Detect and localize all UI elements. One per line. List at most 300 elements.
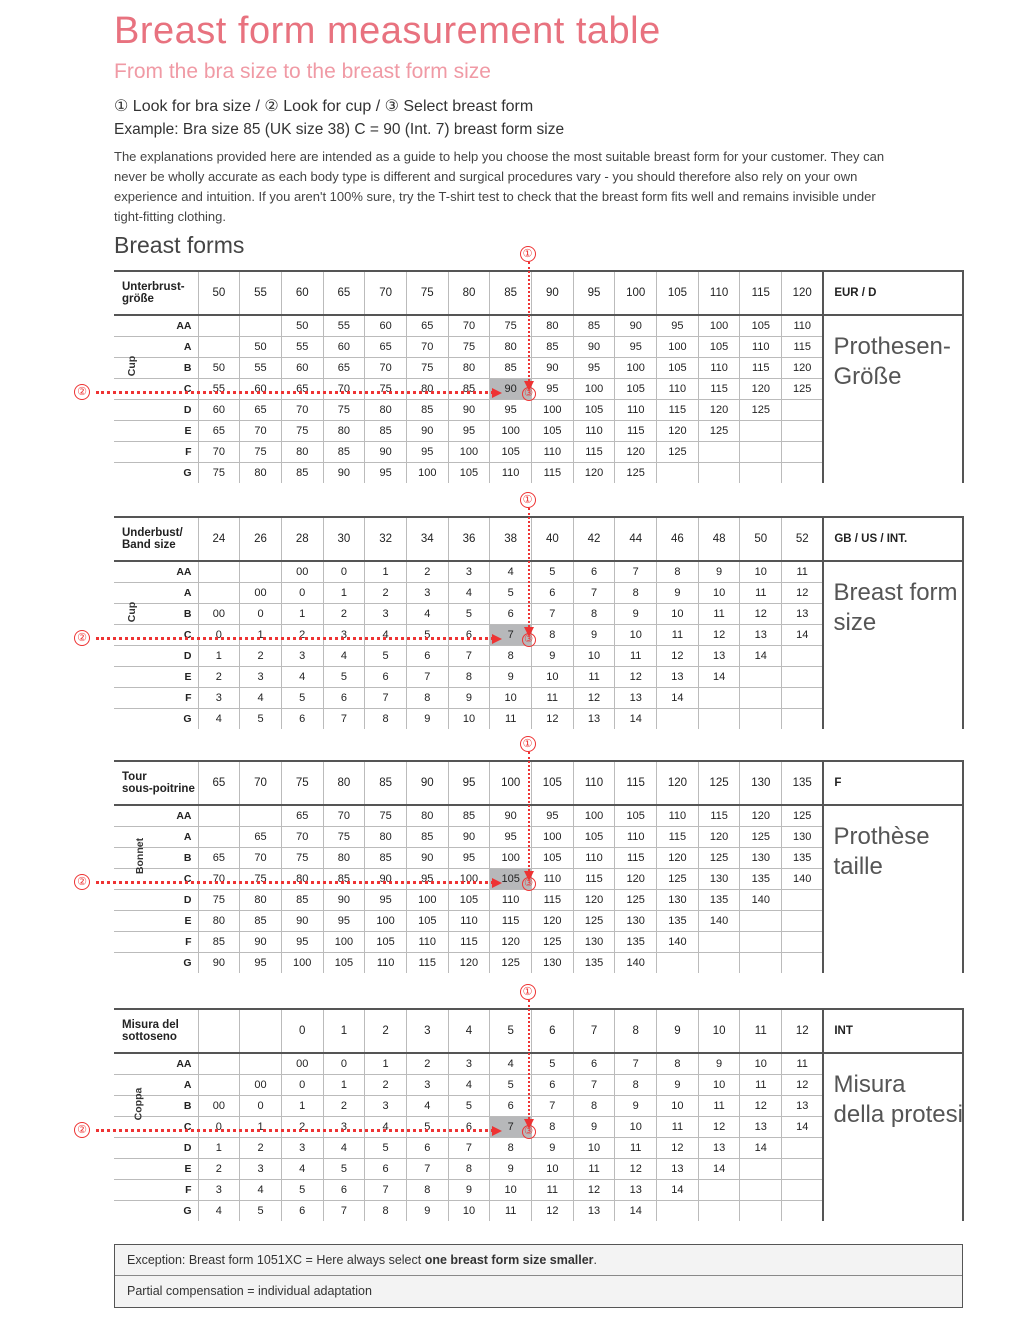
page-title: Breast form measurement table: [114, 10, 661, 52]
size-cell: 115: [657, 826, 699, 847]
size-cell: 7: [573, 1074, 615, 1095]
size-cell: 2: [281, 1116, 323, 1137]
size-cell: 3: [240, 1158, 282, 1179]
size-cell: 11: [615, 645, 657, 666]
size-cell: 80: [198, 910, 240, 931]
size-cell: 2: [323, 603, 365, 624]
size-cell: [782, 687, 824, 708]
size-cell: 90: [448, 399, 490, 420]
cup-label: F: [114, 441, 198, 462]
size-cell: 3: [406, 582, 448, 603]
size-cell: 120: [448, 952, 490, 973]
cup-label: D: [114, 889, 198, 910]
band-size-header: 100: [615, 271, 657, 315]
band-size-header: 48: [698, 517, 740, 561]
side-cell: [823, 687, 963, 708]
size-cell: 80: [240, 889, 282, 910]
size-cell: 90: [532, 357, 574, 378]
size-cell: 110: [448, 910, 490, 931]
size-cell: 125: [740, 399, 782, 420]
cup-label: E: [114, 910, 198, 931]
band-size-header: 130: [740, 761, 782, 805]
size-cell: 115: [573, 868, 615, 889]
band-size-header: 10: [698, 1009, 740, 1053]
size-cell: 9: [615, 603, 657, 624]
size-cell: 65: [281, 805, 323, 826]
size-cell: 95: [406, 441, 448, 462]
band-size-header: 115: [615, 761, 657, 805]
size-cell: 00: [281, 1053, 323, 1074]
size-cell: 5: [406, 1116, 448, 1137]
size-cell: 120: [615, 868, 657, 889]
size-cell: 105: [740, 315, 782, 336]
size-cell: 55: [323, 315, 365, 336]
size-cell: 8: [365, 708, 407, 729]
size-cell: 80: [365, 826, 407, 847]
size-cell: 9: [490, 1158, 532, 1179]
size-cell: 140: [657, 931, 699, 952]
size-cell: 5: [490, 582, 532, 603]
band-size-header: 52: [782, 517, 824, 561]
size-cell: 0: [240, 603, 282, 624]
size-cell: 7: [448, 1137, 490, 1158]
cup-label: E: [114, 666, 198, 687]
size-cell: 9: [657, 1074, 699, 1095]
size-cell: 60: [365, 315, 407, 336]
size-cell: 120: [740, 805, 782, 826]
size-cell: [740, 687, 782, 708]
size-cell: 140: [782, 868, 824, 889]
size-cell: 75: [365, 805, 407, 826]
size-cell: 11: [657, 624, 699, 645]
size-cell: 0: [281, 582, 323, 603]
size-cell: 12: [740, 603, 782, 624]
size-cell: 100: [573, 378, 615, 399]
size-cell: 1: [198, 645, 240, 666]
size-cell: 115: [573, 441, 615, 462]
size-cell: 10: [740, 1053, 782, 1074]
size-cell: 00: [240, 1074, 282, 1095]
size-cell: 90: [365, 441, 407, 462]
size-cell: 6: [365, 1158, 407, 1179]
size-cell: 125: [782, 805, 824, 826]
size-cell: 95: [448, 847, 490, 868]
size-cell: 85: [323, 868, 365, 889]
size-cell: 14: [698, 666, 740, 687]
size-cell: 6: [448, 1116, 490, 1137]
size-cell: 10: [740, 561, 782, 582]
size-cell: 80: [323, 847, 365, 868]
size-cell: 7: [615, 1053, 657, 1074]
band-size-header: 65: [323, 271, 365, 315]
size-cell: 65: [281, 378, 323, 399]
size-cell: 8: [615, 1074, 657, 1095]
size-cell: 3: [323, 624, 365, 645]
size-cell: 100: [657, 336, 699, 357]
size-cell: 10: [615, 624, 657, 645]
size-cell: 9: [448, 1179, 490, 1200]
size-cell: 60: [281, 357, 323, 378]
size-cell: 125: [657, 868, 699, 889]
size-cell: [698, 952, 740, 973]
size-cell: 85: [490, 357, 532, 378]
size-cell: 14: [615, 708, 657, 729]
table-row: [114, 952, 963, 973]
size-cell: 9: [573, 624, 615, 645]
cup-label: C: [114, 1116, 198, 1137]
band-size-header: 38: [490, 517, 532, 561]
size-cell: 6: [490, 603, 532, 624]
size-cell: 11: [740, 582, 782, 603]
side-cell: [823, 1179, 963, 1200]
size-cell: 95: [490, 399, 532, 420]
band-size-header: 8: [615, 1009, 657, 1053]
exception-line: [115, 1245, 962, 1276]
size-cell: 125: [740, 826, 782, 847]
size-cell: 14: [782, 624, 824, 645]
size-cell: [198, 315, 240, 336]
band-size-header: 28: [281, 517, 323, 561]
size-cell: 95: [615, 336, 657, 357]
size-cell: 13: [615, 1179, 657, 1200]
size-cell: 4: [448, 1074, 490, 1095]
band-size-header: 7: [573, 1009, 615, 1053]
size-cell: 100: [323, 931, 365, 952]
band-size-header: 55: [240, 271, 282, 315]
size-cell: 1: [323, 582, 365, 603]
band-size-header: 42: [573, 517, 615, 561]
size-cell: 115: [490, 910, 532, 931]
size-cell: 135: [698, 889, 740, 910]
size-cell: [740, 462, 782, 483]
size-cell: 120: [615, 441, 657, 462]
size-cell: 90: [281, 910, 323, 931]
size-cell: 85: [406, 826, 448, 847]
cup-label: B: [114, 847, 198, 868]
size-cell: 8: [406, 687, 448, 708]
size-cell: 125: [698, 847, 740, 868]
size-cell: 2: [240, 645, 282, 666]
size-cell: 125: [657, 441, 699, 462]
size-cell: 11: [698, 603, 740, 624]
size-cell: [782, 666, 824, 687]
size-cell: 125: [698, 420, 740, 441]
size-cell: 105: [573, 399, 615, 420]
size-cell: 55: [198, 378, 240, 399]
size-cell: [698, 1200, 740, 1221]
side-cell: [823, 1200, 963, 1221]
size-cell: 9: [573, 1116, 615, 1137]
size-cell: 120: [490, 931, 532, 952]
row-guide-line: [96, 1129, 494, 1132]
size-cell: 13: [573, 708, 615, 729]
band-size-header: 11: [740, 1009, 782, 1053]
size-cell: 00: [198, 603, 240, 624]
side-cell: [823, 889, 963, 910]
size-cell: [698, 462, 740, 483]
size-cell: 110: [615, 826, 657, 847]
size-cell: [740, 1158, 782, 1179]
size-cell: 85: [198, 931, 240, 952]
size-cell: 13: [573, 1200, 615, 1221]
size-cell: [198, 1074, 240, 1095]
size-cell: 70: [198, 868, 240, 889]
band-size-header: 34: [406, 517, 448, 561]
size-cell: 95: [281, 931, 323, 952]
cup-label: G: [114, 708, 198, 729]
size-cell: 10: [615, 1116, 657, 1137]
size-cell: 9: [532, 645, 574, 666]
size-cell: 7: [490, 624, 532, 645]
size-cell: 110: [615, 399, 657, 420]
size-cell: 13: [698, 645, 740, 666]
underbust-label: Unterbrust- größe: [114, 271, 198, 315]
cup-axis-label: Cup: [126, 355, 139, 377]
size-cell: 9: [698, 561, 740, 582]
size-cell: 105: [365, 931, 407, 952]
size-cell: 130: [782, 826, 824, 847]
size-cell: 0: [281, 1074, 323, 1095]
size-cell: 80: [406, 378, 448, 399]
size-cell: 6: [323, 687, 365, 708]
size-cell: 8: [448, 666, 490, 687]
size-cell: 4: [240, 1179, 282, 1200]
side-cell: [823, 910, 963, 931]
size-cell: 10: [698, 1074, 740, 1095]
size-cell: 1: [323, 1074, 365, 1095]
size-cell: 140: [698, 910, 740, 931]
band-size-header: 46: [657, 517, 699, 561]
size-cell: 95: [323, 910, 365, 931]
size-cell: 12: [782, 1074, 824, 1095]
side-cell: [823, 441, 963, 462]
size-cell: 120: [532, 910, 574, 931]
size-cell: 12: [573, 1179, 615, 1200]
size-cell: 6: [406, 1137, 448, 1158]
size-cell: 125: [615, 889, 657, 910]
size-cell: 3: [365, 603, 407, 624]
row-guide-line: [96, 391, 494, 394]
band-size-header: 85: [365, 761, 407, 805]
size-cell: 4: [490, 1053, 532, 1074]
size-cell: 65: [323, 357, 365, 378]
size-system-label: F: [823, 761, 963, 805]
size-cell: 80: [281, 441, 323, 462]
size-cell: 65: [198, 847, 240, 868]
cup-label: F: [114, 1179, 198, 1200]
size-cell: [782, 708, 824, 729]
band-size-header: 110: [698, 271, 740, 315]
size-cell: [740, 952, 782, 973]
size-cell: 110: [365, 952, 407, 973]
table-row: [114, 931, 963, 952]
size-cell: 12: [532, 1200, 574, 1221]
size-cell: 5: [448, 1095, 490, 1116]
size-cell: 14: [740, 645, 782, 666]
row-guide-line: [96, 637, 494, 640]
table-row: [114, 399, 963, 420]
size-cell: 95: [406, 868, 448, 889]
step-two-marker-icon: ②: [74, 874, 90, 890]
size-cell: 65: [240, 399, 282, 420]
size-cell: 11: [532, 1179, 574, 1200]
size-cell: 110: [573, 420, 615, 441]
arrow-right-icon: [492, 1126, 502, 1136]
size-cell: 3: [240, 666, 282, 687]
step-three-marker-icon: ③: [522, 1125, 536, 1139]
size-cell: 2: [323, 1095, 365, 1116]
size-cell: 7: [365, 687, 407, 708]
size-cell: [698, 708, 740, 729]
size-cell: [782, 1137, 824, 1158]
band-size-header: 120: [782, 271, 824, 315]
size-cell: 11: [657, 1116, 699, 1137]
size-cell: 90: [323, 462, 365, 483]
size-cell: 10: [698, 582, 740, 603]
size-cell: 10: [573, 1137, 615, 1158]
band-size-header: 90: [406, 761, 448, 805]
cup-label: AA: [114, 805, 198, 826]
size-cell: 90: [573, 336, 615, 357]
band-size-header: 80: [323, 761, 365, 805]
cup-label: B: [114, 1095, 198, 1116]
size-cell: 105: [448, 889, 490, 910]
size-cell: 6: [323, 1179, 365, 1200]
size-cell: 9: [448, 687, 490, 708]
cup-label: AA: [114, 315, 198, 336]
size-cell: 105: [448, 462, 490, 483]
size-cell: 120: [573, 889, 615, 910]
band-size-header: 60: [281, 271, 323, 315]
size-cell: 6: [406, 645, 448, 666]
exception-suffix: .: [593, 1253, 598, 1267]
size-cell: 7: [532, 603, 574, 624]
size-cell: [698, 1179, 740, 1200]
size-cell: 10: [657, 603, 699, 624]
size-cell: 8: [657, 561, 699, 582]
size-cell: 2: [365, 1074, 407, 1095]
size-cell: 75: [281, 847, 323, 868]
size-cell: 95: [240, 952, 282, 973]
size-cell: 120: [698, 399, 740, 420]
size-cell: 2: [198, 1158, 240, 1179]
size-cell: 11: [532, 687, 574, 708]
band-size-header: 85: [490, 271, 532, 315]
size-cell: 115: [615, 847, 657, 868]
size-cell: 95: [365, 889, 407, 910]
cup-label: F: [114, 687, 198, 708]
size-cell: 4: [490, 561, 532, 582]
size-cell: [740, 910, 782, 931]
size-cell: [698, 687, 740, 708]
size-cell: 95: [657, 315, 699, 336]
intro-paragraph: The explanations provided here are intended as a guide to help you choose the most suitable breast form for your customer. They can never be wholly accurate as each body type is different and surgical procedures vary - you should therefore also rely on your own experience and intuition. If you aren't 100% sure, try the T-shirt test to check that the breast form fits well and remains invisible under tight-fitting clothing.: [114, 149, 885, 224]
size-cell: 130: [615, 910, 657, 931]
size-cell: 4: [365, 1116, 407, 1137]
size-cell: 9: [615, 1095, 657, 1116]
size-cell: 115: [406, 952, 448, 973]
band-size-header: [198, 1009, 240, 1053]
size-cell: 14: [657, 1179, 699, 1200]
size-cell: 10: [532, 1158, 574, 1179]
size-cell: 5: [240, 708, 282, 729]
size-cell: 5: [281, 687, 323, 708]
size-cell: 5: [365, 645, 407, 666]
step-two-marker-icon: ②: [74, 1122, 90, 1138]
table-row: [114, 441, 963, 462]
size-cell: 1: [240, 1116, 282, 1137]
size-cell: 7: [406, 1158, 448, 1179]
size-cell: 90: [615, 315, 657, 336]
size-cell: 115: [698, 805, 740, 826]
size-cell: 85: [281, 889, 323, 910]
size-cell: 135: [615, 931, 657, 952]
size-cell: 1: [281, 603, 323, 624]
size-cell: [198, 582, 240, 603]
size-cell: 11: [490, 1200, 532, 1221]
band-size-header: 2: [365, 1009, 407, 1053]
size-cell: 85: [323, 441, 365, 462]
size-cell: 2: [198, 666, 240, 687]
size-cell: [782, 462, 824, 483]
size-cell: 125: [782, 378, 824, 399]
size-cell: 4: [323, 645, 365, 666]
size-cell: 75: [281, 420, 323, 441]
size-cell: 110: [657, 805, 699, 826]
size-cell: 105: [698, 336, 740, 357]
size-cell: 100: [448, 441, 490, 462]
size-cell: 135: [657, 910, 699, 931]
size-cell: 90: [323, 889, 365, 910]
size-cell: 8: [573, 603, 615, 624]
size-cell: 90: [448, 826, 490, 847]
size-cell: 7: [323, 708, 365, 729]
size-cell: 6: [573, 1053, 615, 1074]
band-size-header: 30: [323, 517, 365, 561]
step-three-marker-icon: ③: [522, 387, 536, 401]
size-cell: 105: [323, 952, 365, 973]
size-cell: 12: [698, 1116, 740, 1137]
size-cell: 125: [615, 462, 657, 483]
size-cell: 12: [615, 666, 657, 687]
size-cell: [740, 708, 782, 729]
size-cell: 9: [532, 1137, 574, 1158]
size-cell: [782, 645, 824, 666]
size-cell: [698, 441, 740, 462]
size-cell: 105: [406, 910, 448, 931]
column-guide-line: [528, 752, 530, 871]
cup-label: A: [114, 582, 198, 603]
size-cell: [740, 441, 782, 462]
breast-form-size-caption: Breast form size: [833, 579, 958, 636]
size-cell: [740, 666, 782, 687]
size-cell: 125: [532, 931, 574, 952]
band-size-header: 90: [532, 271, 574, 315]
size-cell: [657, 952, 699, 973]
band-size-header: 95: [573, 271, 615, 315]
size-cell: 0: [323, 561, 365, 582]
exception-prefix: Exception: Breast form 1051XC = Here always select: [127, 1253, 425, 1267]
size-cell: 135: [573, 952, 615, 973]
size-cell: [698, 931, 740, 952]
size-cell: 80: [532, 315, 574, 336]
size-cell: [782, 952, 824, 973]
size-cell: 80: [281, 868, 323, 889]
side-cell: [823, 666, 963, 687]
cup-label: C: [114, 378, 198, 399]
size-cell: 3: [198, 687, 240, 708]
size-cell: 11: [490, 708, 532, 729]
